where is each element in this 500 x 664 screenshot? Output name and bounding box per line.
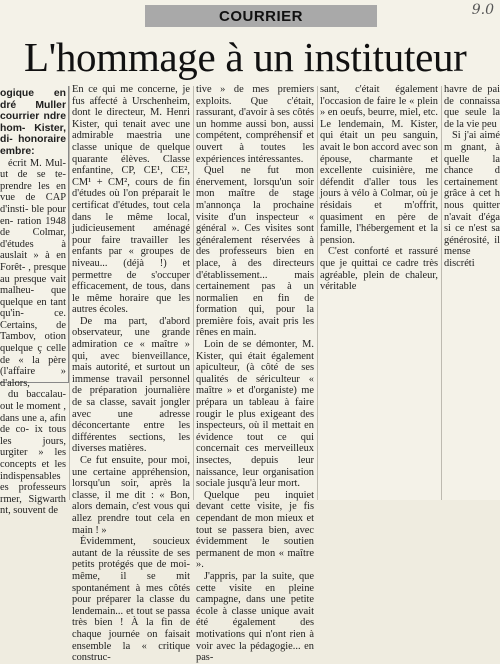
handwritten-annotation: 9.0 <box>471 2 494 18</box>
article-headline: L'hommage à un instituteur <box>24 34 467 80</box>
column-4 <box>320 84 438 496</box>
column-3-paragraph-5: J'appris, par la suite, que cette visite en pleine campagne, dans une petite école à classe unique avait été également des motivations qui n'ont rien à voir avec la pédagogie... en pas- <box>196 570 314 664</box>
column-3 <box>196 84 314 664</box>
column-3-paragraph-3: Loin de se démonter, M. Kister, qui était également apiculteur, (à côté de ses qualités de sériculteur « maître » et d'organiste) me prépara un tableau à faire rougir le plus exigeant des inspecteurs, où il mettait en évidence tout ce qui concernait ces merveilleux insectes, depuis leur naissance, leur organisation sociale jusqu'à leur mort. <box>196 339 314 490</box>
column-3-paragraph-2: Quel ne fut mon énervement, lorsqu'un soir mon maître de stage m'annonça la prochaine visite d'un inspecteur « général ». Ces visites sont généralement réservées à des professeurs bien en place, à des directeurs d'établissement... mais certainement pas à un normalien en fin de formation qui, pour la première fois, avait pris les rênes en main. <box>196 165 314 339</box>
column-2-paragraph-2: De ma part, d'abord observateur, une grande admiration ce « maître » qui, avec bienveillance, mais autorité, et surtout un immense travail personnel de préparation journalière de sa classe, savait jongler avec une adresse déconcertante entre les différentes sections, les diverses matières. <box>72 315 190 455</box>
column-3-paragraph-1: tive » de mes premiers exploits. Que c'était, rassurant, d'avoir à ses côtés un homme aussi bon, aussi compétent, compréhensif et ouvert à toutes les expériences intéressantes. <box>196 84 314 165</box>
column-divider <box>193 86 194 500</box>
column-2-paragraph-1: En ce qui me concerne, je fus affecté à Urschenheim, dont le directeur, M. Henri Kister, qui tenait avec une admirable maestria une classe unique de quelque quarante élèves. Classe enfantine, CP, CE¹, CE², CM¹ + CM², cours de fin d'études où l'on préparait le certificat d'études, tout cela dans le même local, judicieusement aménagé pour faire travailler les enfants par « groupes de niveau... (déjà !) et permettre de s'occuper efficacement, de tous, dans le même horaire que les autres écoles. <box>72 84 190 316</box>
column-1-paragraph-2: écrit M. Mul- ut de se te- prendre les en vue de CAP d'insti- ble pour en- ration 1948 de Colmar, d'études à auslait » à en Forêt- , presque au presque vait malheu- que quelque en tant qu'in- ce. Certains, de Tambov, otion quelque ç celle de « la père (l'affaire » d'alors, <box>0 157 66 389</box>
column-5 <box>444 84 500 496</box>
section-rubric-banner <box>145 5 377 27</box>
column-1-paragraph-3: du baccalau- out le moment , dans une a, afin de co- ix tous les jours, urgiter » les concepts et les indispensables es professeurs rmer, Sigwarth nt, souvent de <box>0 389 66 517</box>
column-divider <box>69 86 70 500</box>
column-4-paragraph-1: sant, c'était également l'occasion de faire le « plein » en oeufs, beurre, miel, etc. Le lendemain, M. Kister, qui était un peu sanguin, avait le bon accord avec son épouse, charmante et excellente cuisinière, me défendit d'aller tous les jours à vélo à Colmar, où je résidais et m'offrit, quasiment en père de famille, l'hébergement et la pension. <box>320 84 439 246</box>
column-divider <box>317 86 318 500</box>
column-1 <box>0 88 66 517</box>
column-5-paragraph-1: havre de pai de connaissa que seule la de la vie peu <box>444 84 500 130</box>
column-2-paragraph-4: Évidemment, soucieux autant de la réussite de ses petits protégés que de moi-même, il se mit spontanément à mes côtés pour préparer la classe du lendemain... et tout se passa très bien ! À la fin de chaque journée on faisait ensemble la « critique construc- <box>72 536 190 664</box>
column-divider <box>441 86 442 500</box>
column-1-intro: ogique en dré Muller courrier ndre hom- Kister, di- honoraire embre: <box>0 88 66 157</box>
column-2-paragraph-3: Ce fut ensuite, pour moi, une certaine appréhension, lorsqu'un soir, après la classe, il me dit : « Bon, alors demain, c'est vous qui allez prendre tout cela en main ! » <box>72 455 190 536</box>
column-4-paragraph-2: C'est conforté et rassuré que je quittai ce cadre très agréable, plein de chaleur, véritable <box>320 246 438 293</box>
column-3-paragraph-4: Quelque peu inquiet devant cette visite, je fis cependant de mon mieux et tout se passera bien, avec évidemment le soutien permanent de mon « maître ». <box>196 489 314 571</box>
section-rubric: COURRIER <box>218 7 303 25</box>
column-2 <box>72 84 190 664</box>
column-5-paragraph-2: Si j'ai aimé m gnant, à quelle la chance d certainement grâce à cet h nous quitter n'avait d'éga si ce n'est sa générosité, il mense discréti <box>444 130 500 269</box>
